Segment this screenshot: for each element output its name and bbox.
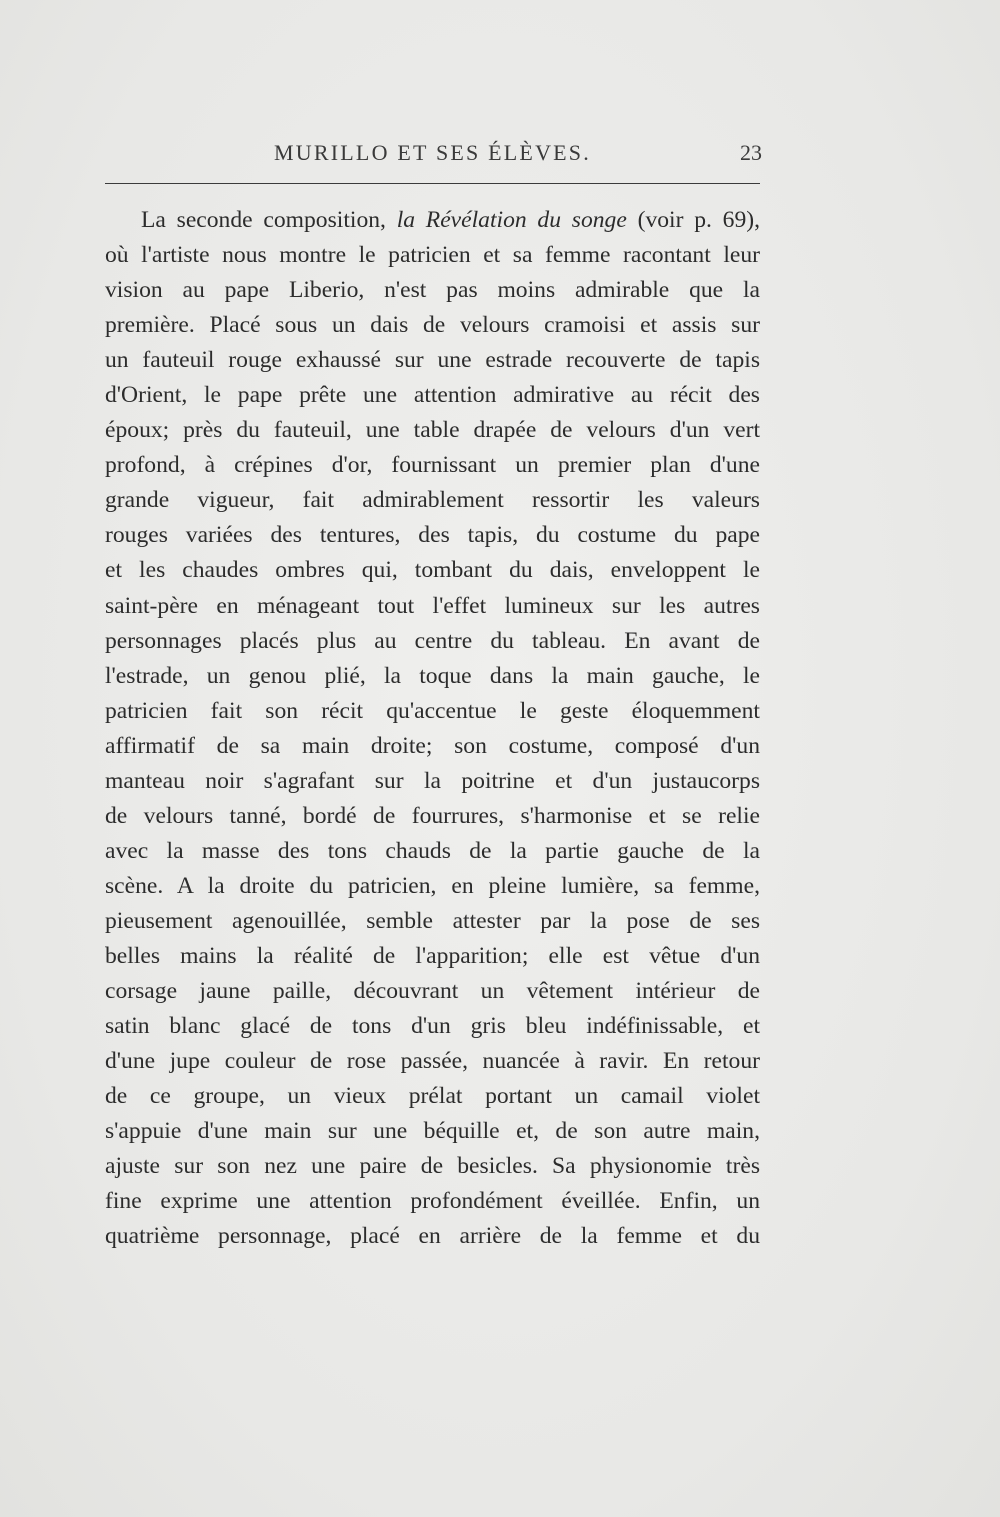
artwork-title: la Révélation du songe — [396, 207, 627, 233]
text-line: d'une jupe couleur de rose passée, nuancée à ravir. En retour — [105, 1048, 760, 1075]
text-line: pieusement agenouillée, semble attester par la pose de ses — [105, 907, 760, 934]
text-line: l'estrade, un genou plié, la toque dans la main gauche, le — [105, 662, 760, 689]
text-line: vision au pape Liberio, n'est pas moins admirable que la — [105, 277, 760, 304]
text-line: époux; près du fauteuil, une table drapée de velours d'un vert — [105, 417, 760, 444]
text-line: rouges variées des tentures, des tapis, du costume du pape — [105, 522, 760, 549]
running-head — [105, 140, 760, 170]
header-rule — [105, 183, 760, 184]
text-line: saint-père en ménageant tout l'effet lumineux sur les autres — [105, 592, 760, 619]
text-line: manteau noir s'agrafant sur la poitrine et d'un justaucorps — [105, 767, 760, 794]
text-line: patricien fait son récit qu'accentue le geste éloquemment — [105, 697, 760, 724]
text-line: de ce groupe, un vieux prélat portant un camail violet — [105, 1083, 760, 1110]
text-line: ajuste sur son nez une paire de besicles. Sa physionomie très — [105, 1153, 760, 1180]
text-line: personnages placés plus au centre du tableau. En avant de — [105, 627, 760, 654]
text-line: d'Orient, le pape prête une attention admirative au récit des — [105, 382, 760, 409]
text-line: profond, à crépines d'or, fournissant un premier plan d'une — [105, 452, 760, 479]
text-line: La seconde composition, la Révélation du songe (voir p. 69), — [141, 207, 760, 233]
text-line: un fauteuil rouge exhaussé sur une estrade recouverte de tapis — [105, 347, 760, 374]
text-line: et les chaudes ombres qui, tombant du dais, enveloppent le — [105, 557, 760, 584]
text-line: première. Placé sous un dais de velours cramoisi et assis sur — [105, 312, 760, 339]
text-line: où l'artiste nous montre le patricien et sa femme racontant leur — [105, 242, 760, 269]
body-paragraph — [105, 203, 760, 1254]
text-line: affirmatif de sa main droite; son costume, composé d'un — [105, 732, 760, 759]
text-line: scène. A la droite du patricien, en pleine lumière, sa femme, — [105, 872, 760, 899]
text-line: fine exprime une attention profondément éveillée. Enfin, un — [105, 1188, 760, 1215]
text-line: belles mains la réalité de l'apparition; elle est vêtue d'un — [105, 942, 760, 969]
text-line: s'appuie d'une main sur une béquille et, de son autre main, — [105, 1118, 760, 1145]
page-number: 23 — [740, 140, 762, 165]
text-line: quatrième personnage, placé en arrière de la femme et du — [105, 1223, 760, 1250]
text-line: corsage jaune paille, découvrant un vêtement intérieur de — [105, 978, 760, 1005]
text-line: grande vigueur, fait admirablement ressortir les valeurs — [105, 487, 760, 514]
text-line: avec la masse des tons chauds de la partie gauche de la — [105, 837, 760, 864]
running-head-title: MURILLO ET SES ÉLÈVES. — [274, 140, 591, 165]
text-line: satin blanc glacé de tons d'un gris bleu indéfinissable, et — [105, 1013, 760, 1040]
text-line: de velours tanné, bordé de fourrures, s'harmonise et se relie — [105, 802, 760, 829]
